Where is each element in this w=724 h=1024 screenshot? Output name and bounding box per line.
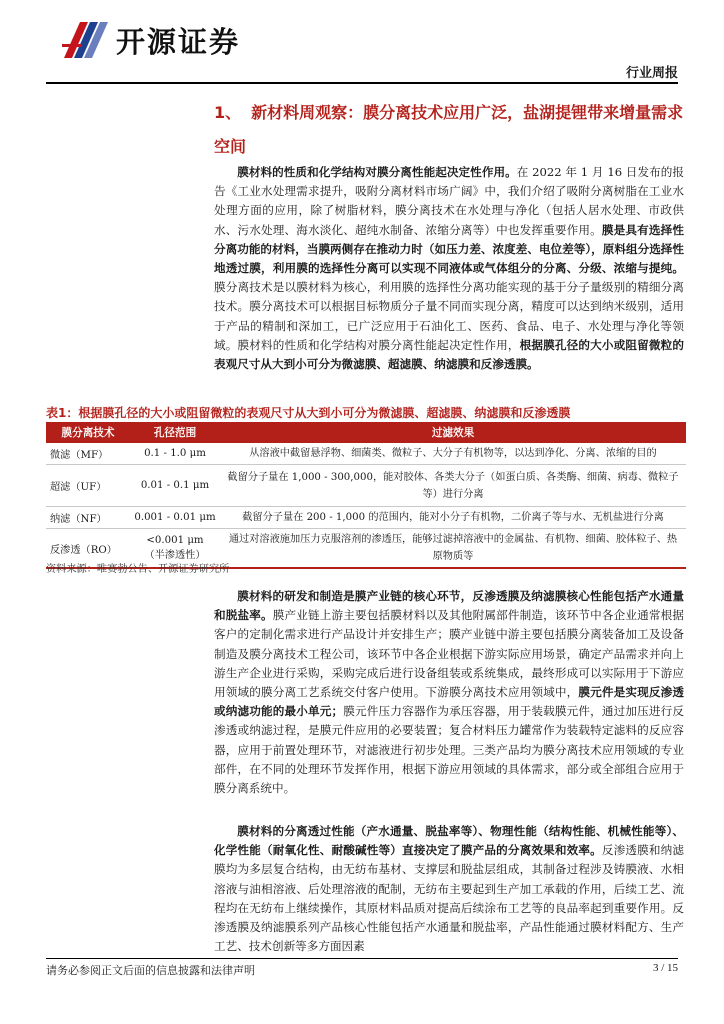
table-source-note: 资料来源：唯赛勃公告、开源证券研究所 — [46, 564, 230, 575]
paragraph-text: 膜产业链上游主要包括膜材料以及其他附属部件制造，该环节中各企业通常根据客户的定制化需求进行产品设计并安排生产；膜产业链中游主要包括膜分离装备加工及设备制造及膜分离技术工程公司，该环节中各企业根据下游实际应用场景，确定产品需求并向上游生产企业进行采购，采购完成后进行设备组装或系统集成，最终形成可以实际用于下游应用领域的膜分离工艺系统交付客户使用。下游膜分离技术应用领域中， — [214, 608, 684, 700]
footer-divider — [46, 958, 678, 959]
company-logo — [62, 14, 240, 66]
table-header-row — [46, 422, 686, 443]
table-header-cell: 过滤效果 — [220, 422, 686, 443]
table-cell-range: 0.01 - 0.1 μm — [130, 465, 220, 507]
range-note: （半渗透性） — [144, 550, 206, 561]
table-cell-tech: 反渗透（RO） — [46, 529, 130, 569]
paragraph-bold-lead: 膜材料的研发和制造是膜产业链的核心环节，反渗透膜及纳滤膜核心性能包括产水通量和脱盐率。 — [214, 589, 684, 623]
table-cell-effect: 截留分子量在 200 - 1,000 的范围内，能对小分子有机物，二价离子等与水、无机盐进行分离 — [220, 507, 686, 529]
footer-disclaimer: 请务必参阅正文后面的信息披露和法律声明 — [46, 964, 255, 977]
paragraph-text: 反渗透膜和纳滤膜均为多层复合结构，由无纺布基材、支撑层和脱盐层组成，其制备过程涉及铸膜液、水相溶液与油相溶液、后处理溶液的配制，无纺布主要起到生产加工承载的作用，后续工艺、流程均在无纺布上继续操作，其原材料品质对提高后续涂布工艺等的良品率起到重要作用。反渗透膜及纳滤膜系列产品核心性能包括产水通量和脱盐率，产品性能通过膜材料配方、生产工艺、技术创新等多方面因素 — [214, 843, 684, 954]
paragraph-bold-text: 膜元件是实现反渗透或纳滤功能的最小单元； — [214, 685, 684, 719]
paragraph-bold-text: 膜是具有选择性分离功能的材料，当膜两侧存在推动力时（如压力差、浓度差、电位差等），原料组分选择性地透过膜，利用膜的选择性分离可以实现不同液体或气体组分的分离、分级、浓缩与提纯。 — [214, 222, 684, 276]
report-type-label: 行业周报 — [625, 66, 678, 81]
membrane-classification-table — [46, 422, 686, 569]
table-row — [46, 465, 686, 507]
logo-text: 开源证券 — [116, 24, 241, 59]
paragraph-text: 膜分离技术是以膜材料为核心，利用膜的选择性分离功能实现的基于分子量级别的精细分离技术。膜分离技术可以根据目标物质分子量不同而实现分离，精度可以达到纳米级别，适用于产品的精制和深加工，已广泛应用于石油化工、医药、食品、电子、水处理与净化等领域。膜材料的性质和化学结构对膜分离性能起决定性作用， — [214, 280, 684, 352]
paragraph-text: 在 2022 年 1 月 16 日发布的报告《工业水处理需求提升，吸附分离材料市场广阔》中，我们介绍了吸附分离树脂在工业水处理方面的应用，除了树脂材料，膜分离技术在水处理与净化（包括人居水处理、市政供水、污水处理、海水淡化、超纯水制备、浓缩分离等）中也发挥重要作用。 — [214, 165, 684, 237]
table-header-cell: 孔径范围 — [130, 422, 220, 443]
table-caption: 表1：根据膜孔径的大小或阻留微粒的表观尺寸从大到小可分为微滤膜、超滤膜、纳滤膜和反渗透膜 — [46, 406, 571, 420]
table-cell-effect: 通过对溶液施加压力克服溶剂的渗透压，能够过滤掉溶液中的金属盐、有机物、细菌、胶体粒子、热原物质等 — [220, 529, 686, 569]
header-divider — [46, 82, 678, 84]
table-cell-tech: 纳滤（NF） — [46, 507, 130, 529]
section-number: 1、 — [214, 103, 242, 122]
table-cell-effect: 从溶液中截留悬浮物、细菌类、微粒子、大分子有机物等，以达到净化、分离、浓缩的目的 — [220, 443, 686, 465]
paragraph-industry-chain — [214, 587, 684, 798]
paragraph-text: 膜元件压力容器作为承压容器，用于装载膜元件，通过加压进行反渗透或纳滤过程，是膜元件应用的必要装置；复合材料压力罐常作为装载特定滤料的反应容器，应用于前置处理环节，对滤液进行初步处理。三类产品均为膜分离技术应用领域的专业部件，在不同的处理环节发挥作用，根据下游应用领域的具体需求，部分或全部组合应用于膜分离系统中。 — [214, 704, 684, 796]
table-cell-tech: 超滤（UF） — [46, 465, 130, 507]
paragraph-bold-text: 根据膜孔径的大小或阻留微粒的表观尺寸从大到小可分为微滤膜、超滤膜、纳滤膜和反渗透膜。 — [214, 337, 684, 372]
paragraph-bold-lead: 膜材料的分离透过性能（产水通量、脱盐率等）、物理性能（结构性能、机械性能等）、化学性能（耐氧化性、耐酸碱性等）直接决定了膜产品的分离效果和效率。 — [214, 824, 684, 858]
range-value: <0.001 μm — [146, 535, 204, 546]
section-title — [214, 96, 684, 164]
table-header-cell: 膜分离技术 — [46, 422, 130, 443]
table-cell-range: 0.001 - 0.01 μm — [130, 507, 220, 529]
table-cell-range: 0.1 - 1.0 μm — [130, 443, 220, 465]
section-title-text: 新材料周观察：膜分离技术应用广泛，盐湖提锂带来增量需求空间 — [214, 103, 684, 156]
table-cell-tech: 微滤（MF） — [46, 443, 130, 465]
paragraph-membrane-performance — [214, 822, 684, 956]
table-row — [46, 507, 686, 529]
page-number: 3 / 15 — [652, 962, 678, 974]
paragraph-bold-lead: 膜材料的性质和化学结构对膜分离性能起决定性作用。 — [237, 165, 517, 179]
paragraph-membrane-overview — [214, 163, 684, 374]
table-cell-effect: 截留分子量在 1,000 - 300,000，能对胶体、各类大分子（如蛋白质、各类酶、细菌、病毒、微粒子等）进行分离 — [220, 465, 686, 507]
table-row — [46, 443, 686, 465]
kaiyuan-logo-icon — [62, 18, 110, 62]
